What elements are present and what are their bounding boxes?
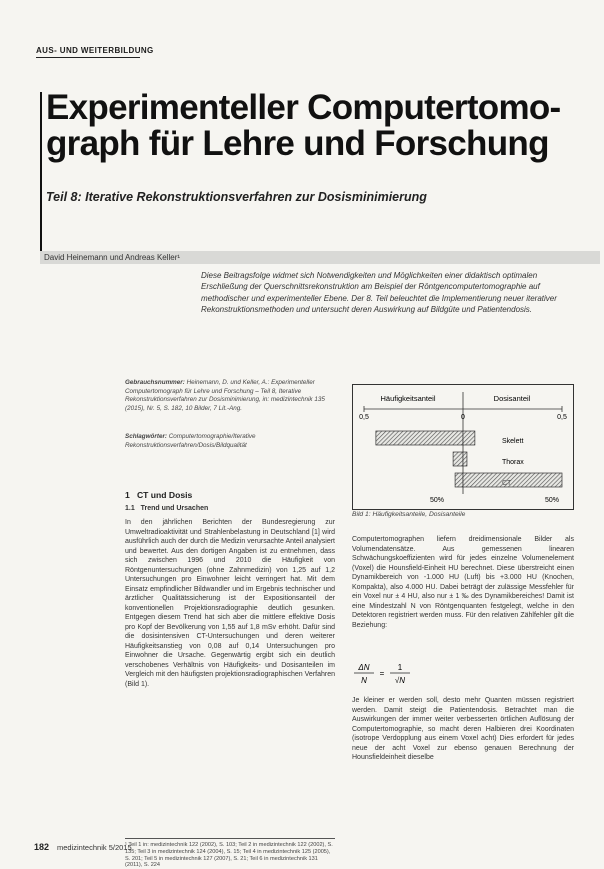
formula-equals: = [379,669,385,678]
keywords-block [125,433,335,450]
body-text-column-1: In den jährlichen Berichten der Bundesregierung zur Umweltradioaktivität und Strahlenbelastung in Deutschland [1] wird ausführlich auch der durch die Medizin verursachte Anteil analysiert und bewertet. Aus den dortigen Angaben ist zu entnehmen, dass sich zwischen 1996 und 2010 die Häufigkeit von Röntgenuntersuchungen (ohne Zahnmedizin) von 1,25 auf 1,2 Untersuchungen pro Einwohner leicht verringert hat. Mit dem Einsatz empfindlicher Bildwandler und im Ergebnis technischer und ärztlicher Qualitätssicherung ist der Expositionsanteil der konventionellen Projektionsradiographie deutlich gesunken. Entgegen diesem Trend hat sich aber die mittlere effektive Dosis pro Kopf der Bevölkerung von 1,55 auf 1,8 mSv erhöht. Dafür sind die dosisintensiven CT-Untersuchungen und deren weiterer Häufigkeitsanstieg von 0,08 auf 0,14 Untersuchungen pro Einwohner die Ursache. Gegenwärtig ergibt sich ein deutlich verschobenes Verhältnis von Häufigkeits- und Dosisanteilen im Vergleich mit den häufigsten projektionsradiographischen Verfahren (Bild 1). [125,519,335,688]
keywords-label: Schlagwörter: [125,433,167,440]
bar-haeufigkeit-skelett [376,431,463,445]
tick-label-top: 0,5 [557,414,567,421]
bar-label-thorax: Thorax [502,459,524,466]
figure-bar-chart [352,384,574,510]
section-number: 1 [125,490,130,500]
formula-numerator: ΔN [358,663,370,672]
citation-block [125,379,335,413]
bar-haeufigkeit-thorax [453,452,463,466]
bar-dosis-thorax [463,452,467,466]
body-text-column-2-continued: Je kleiner er werden soll, desto mehr Quanten müssen registriert werden. Damit steigt die Patientendosis. Betrachtet man die Auswirkungen der immer weiter verbesserten örtlichen Auflösung der Computertomographie, so macht deren Halbieren drei Koordinaten (isotrope Verdopplung aus einem Voxel acht) Dies erfordert für jedes neue der acht Voxel zur ebenso genauen Berechnung der Hounsfieldeinheit dieselbe [352,697,574,761]
rubric-rule [36,57,140,58]
section-title: CT und Dosis [136,490,193,500]
tick-label-top: 0,5 [359,414,369,421]
section-heading [125,490,192,500]
citation-label: Gebrauchsnummer: [125,379,185,386]
footnotes: ¹ Teil 1 in: medizintechnik 122 (2002), S. 103; Teil 2 in medizintechnik 122 (2002), S. 135; Teil 3 in medizintechnik 124 (2004), S. 15; Teil 4 in medizintechnik 125 (2005), S. 201; Teil 5 in medizintechnik 127 (2007), S. 21; Teil 6 in medizintechnik 131 (2011), S. 224 [125,842,333,869]
figure-caption: Bild 1: Häufigkeitsanteile, Dosisanteile [352,511,466,518]
bar-dosis-skelett [463,431,475,445]
formula-denominator: N [361,676,367,685]
bar-haeufigkeit-ct [455,473,463,487]
keywords-text: Computertomographie/Iterative Rekonstruktionsverfahren/Dosis/Bildqualität [125,433,256,449]
formula-rhs-numerator: 1 [397,663,403,672]
authors-line: David Heinemann und Andreas Keller¹ [40,251,600,264]
title-bar [40,92,42,262]
body-text-column-2: Computertomographen liefern dreidimensionale Bilder als Volumendatensätze. Aus gemessenen linearen Schwächungskoeffizienten wird für jedes einzelne Volumenelement (Voxel) die Hounsfield-Einheit HU berechnet. Diese überstreicht einen Dynamikbereich von -1.000 HU (Luft) bis +3.000 HU (Knochen, Kompakta), also 4.000 HU. Dabei beträgt der zulässige Messfehler für ein Voxel nur ± 4 HU, also nur ± 1 ‰ des Dynamikbereiches! Damit ist eine Mindestzahl N von Röntgenquanten festgelegt, welche in den Detektoren registriert werden muss. Für den relativen Zählfehler gilt die Beziehung: [352,536,574,629]
citation-text: Heinemann, D. und Keller, A.: Experimenteller Computertomograph für Lehre und Forschung – Teil 8, Iterative Rekonstruktionsverfahren zur Dosisminimierung, in: medizintechnik 135 (2015), Nr. 5, S. 182, 10 Bilder, 7 Lit.-Ang. [125,379,325,412]
page-number: 182 [34,842,50,852]
bar-label-skelett: Skelett [502,438,524,445]
journal-name: medizintechnik 5/2015 [57,843,132,852]
footnote-rule [125,838,335,839]
tick-label-top: 0 [461,414,465,421]
article-title: Experimenteller Computertomo-graph für Lehre und Forschung [46,88,561,163]
formula-relative-counting-error [352,658,442,690]
bar-label-ct: CT [502,480,512,487]
bar-dosis-ct [463,473,562,487]
tick-label-bottom: 50% [429,497,445,504]
tick-label-bottom: 50% [544,497,560,504]
subsection-number: 1.1 [125,505,135,512]
formula-rhs-denominator: √N [394,676,406,685]
legend-right: Dosisanteil [493,394,531,403]
abstract: Diese Beitragsfolge widmet sich Notwendigkeiten und Möglichkeiten einer didaktisch optimalen Erschließung der Querschnittsrekonstruktion am Beispiel der Röntgencomputertomographie auf methodischer und experimenteller Ebene. Der 8. Teil beleuchtet die Implementierung neuer iterativer Rekonstruktionsmethoden und untersucht deren Auswirkung auf Bildgüte und Patientendosis. [201,271,557,314]
legend-left: Häufigkeitsanteil [380,394,436,403]
subsection-title: Trend und Ursachen [140,505,209,512]
article-subtitle: Teil 8: Iterative Rekonstruktionsverfahren zur Dosisminimierung [46,190,427,204]
subsection-heading [125,505,208,512]
section-rubric: AUS- UND WEITERBILDUNG [36,46,154,55]
